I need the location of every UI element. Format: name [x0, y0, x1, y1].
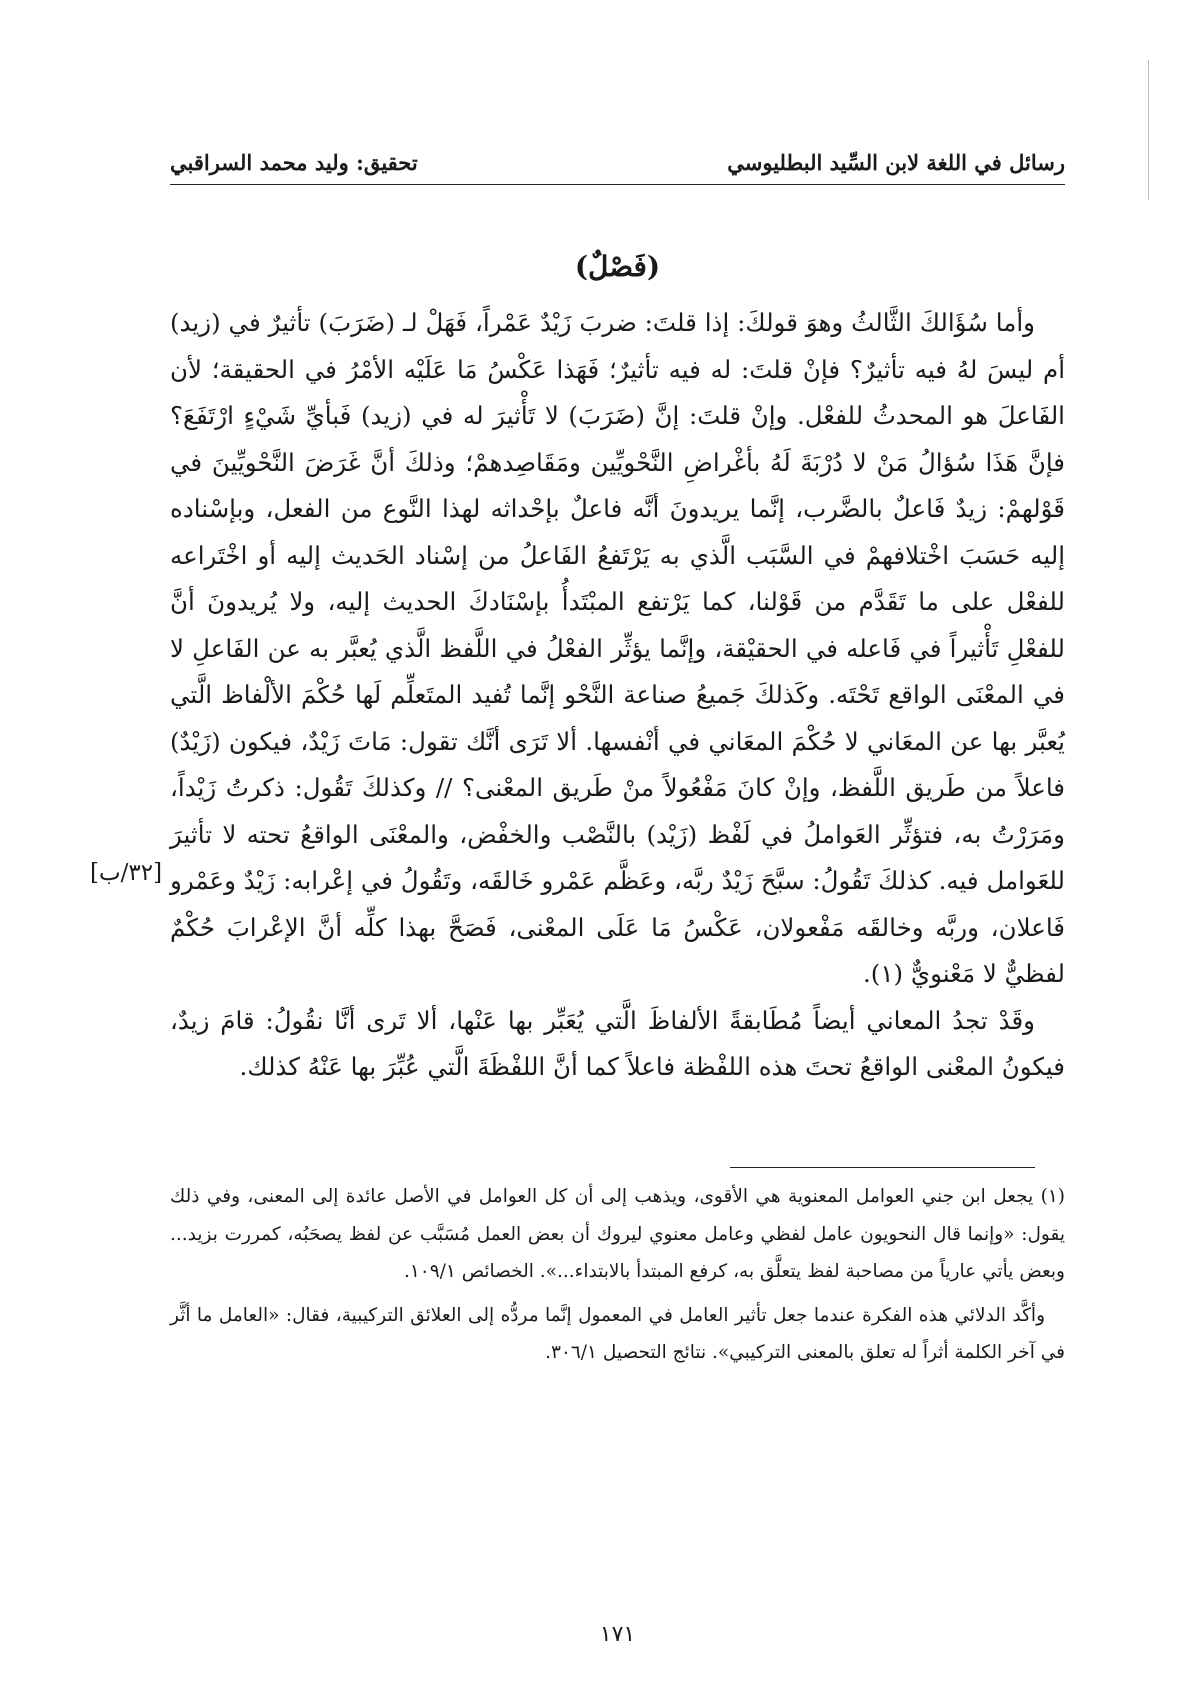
footnote-1-continued: وأكَّد الدلائي هذه الفكرة عندما جعل تأثير العامل في المعمول إنَّما مردُّه إلى العلائق التركيبية، فقال: «العامل ما أثَّر في آخر الكلمة أثراً له تعلق بالمعنى التركيبي». نتائج التحصيل ٣٠٦/١. [170, 1304, 1065, 1363]
margin-line [1148, 60, 1149, 200]
header-book-title: رسائل في اللغة لابن السِّيد البطليوسي [727, 150, 1065, 175]
margin-folio-note: [٣٢/ب] [90, 860, 163, 886]
footnote-separator [730, 1167, 1035, 1168]
footnotes [170, 1178, 1065, 1372]
paragraph-2: وقَدْ تجدُ المعاني أيضاً مُطَابقةً الألفاظَ الَّتي يُعَبِّر بها عَنْها، ألا تَرى أنَّا نقُولُ: قامَ زيدٌ، فيكونُ المعْنى الواقعُ تحتَ هذه اللفْظة فاعلاً كما أنَّ اللفْظَةَ الَّتي عُبِّرَ بها عَنْهُ كذلك. [170, 1005, 1065, 1081]
footnote-1: (١) يجعل ابن جني العوامل المعنوية هي الأقوى، ويذهب إلى أن كل العوامل في الأصل عائدة إلى المعنى، وفي ذلك يقول: «وإنما قال النحويون عامل لفظي وعامل معنوي ليروك أن بعض العمل مُسَبَّب عن لفظ يصحَبُه، كمررت بزيد... وبعض يأتي عارياً من مصاحبة لفظ يتعلَّق به، كرفع المبتدأ بالابتداء...». الخصائص ١٠٩/١. [170, 1186, 1065, 1282]
section-title: (فَصْلٌ) [574, 250, 661, 283]
paragraph-1: وأما سُؤَالكَ الثَّالثُ وهوَ قولكَ: إذا قلتَ: ضربَ زَيْدٌ عَمْراً، فَهَلْ لـ (ضَرَبَ) تأثيرٌ في (زيد) أم ليسَ لهُ فيه تأثيرٌ؟ فإنْ قلتَ: له فيه تأثيرٌ؛ فَهَذا عَكْسُ مَا عَلَيْه الأمْرُ في الحقيقة؛ لأن الفَاعلَ هو المحدثُ للفعْل. وإنْ قلتَ: إنَّ (ضَرَبَ) لا تَأْثيرَ له في (زيد) فَبأيِّ شَيْءٍ ارْتَفَعَ؟ فإنَّ هَذَا سُؤالُ مَنْ لا دُرْبَةَ لَهُ بأغْراضِ النَّحْويِّين ومَقَاصِدهمْ؛ وذلكَ أنَّ غَرَضَ النَّحْويِّينَ في قَوْلهمْ: زيدٌ فَاعلٌ بالضَّرب، إنَّما يريدونَ أنَّه فاعلٌ بإحْداثه لهذا النَّوع من الفعل، وبإسْناده إليه حَسَبَ اخْتلافهمْ في السَّبَب الَّذي به يَرْتَفعُ الفَاعلُ من إسْناد الحَديث إليه أو اخْتَراعه للفعْل على ما تَقَدَّم من قَوْلنا، كما يَرْتفع المبْتَدأُ بإسْنَادكَ الحديث إليه، ولا يُريدونَ أنَّ للفعْلِ تَأْثيراً في فَاعله في الحقيْقة، وإنَّما يؤثِّر الفعْلُ في اللَّفظ الَّذي يُعبَّر به عن الفَاعلِ لا في المعْنَى الواقع تَحْتَه. وكَذلكَ جَميعُ صناعة النَّحْو إنَّما تُفيد المتَعلِّم لَها حُكْمَ الألْفاظ الَّتي يُعبَّر بها عن المعَاني لا حُكْمَ المعَاني في أنْفسها. ألا تَرَى أنَّك تقول: مَاتَ زَيْدٌ، فيكون (زَيْدٌ) فاعلاً من طَريق اللَّفظ، وإنْ كانَ مَفْعُولاً منْ طَريق المعْنى؟ // وكذلكَ تَقُول: ذكرتُ زَيْداً، ومَرَرْتُ به، فتؤثِّر العَواملُ في لَفْظ (زَيْد) بالنَّصْب والخفْض، والمعْنَى الواقعُ تحته لا تأثيرَ للعَوامل فيه. كذلكَ تَقُولُ: سبَّحَ زَيْدٌ ربَّه، وعَظَّم عَمْرو خَالقَه، وتَقُولُ في إعْرابه: زَيْدٌ وعَمْرو فَاعلان، وربَّه وخالقَه مَفْعولان، عَكْسُ مَا عَلَى المعْنى، فَصَحَّ بهذا كلِّه أنَّ الإعْرابَ حُكْمٌ لفظيٌّ لا مَعْنويٌّ (١). [170, 308, 1065, 988]
header-editor: تحقيق: وليد محمد السراقبي [170, 150, 418, 175]
page-header [170, 148, 1065, 185]
page-number: ١٧١ [599, 1622, 636, 1647]
main-text [170, 300, 1065, 1091]
